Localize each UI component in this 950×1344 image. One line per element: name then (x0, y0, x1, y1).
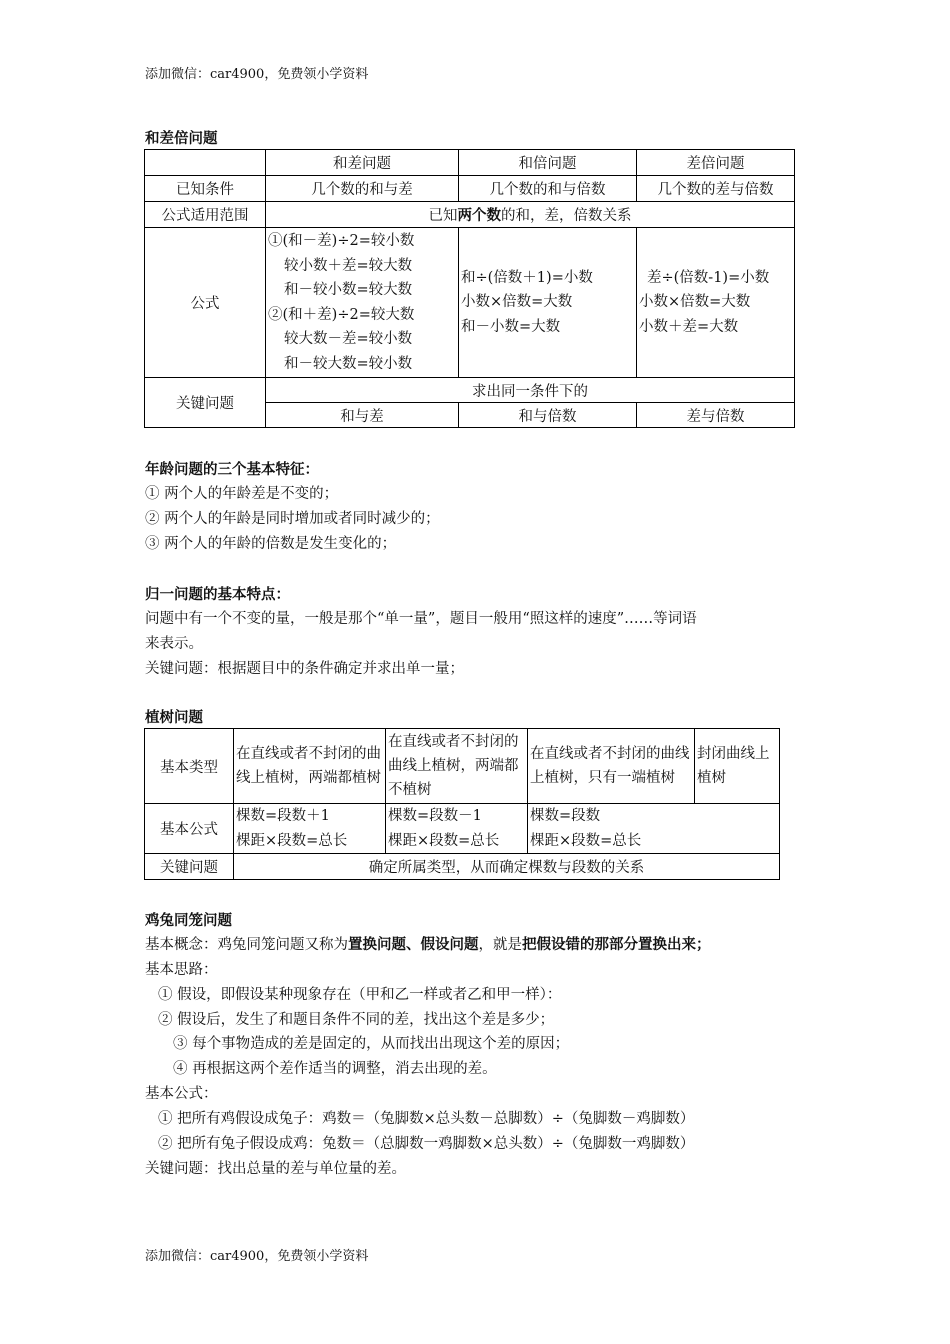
formula-item: ② 把所有兔子假设成鸡：兔数＝（总脚数一鸡脚数×总头数）÷（兔脚数一鸡脚数） (158, 1136, 695, 1152)
section-title-sum-diff: 和差倍问题 (145, 130, 218, 147)
formula-line: 较大数－差=较小数 (284, 331, 413, 347)
scope-pre: 已知 (428, 208, 458, 224)
concept-pre: 基本概念：鸡兔同笼问题又称为 (145, 937, 348, 953)
row-label: 已知条件 (145, 176, 266, 202)
formula-line: 棵距×段数=总长 (388, 832, 500, 849)
concept-end: ； (696, 936, 711, 953)
row-label: 公式 (145, 228, 266, 378)
key-cell: 确定所属类型，从而确定棵数与段数的关系 (234, 854, 780, 880)
section-title-age: 年龄问题的三个基本特征： (145, 461, 319, 478)
formula-cell (234, 804, 386, 854)
list-item: ① 两个人的年龄差是不变的； (145, 486, 339, 502)
empty-cell (145, 150, 266, 176)
formula-line: 和－小数=大数 (461, 318, 561, 335)
section-title-chicken-rabbit: 鸡兔同笼问题 (145, 912, 232, 929)
formula-line: 和÷(倍数＋1)=小数 (461, 269, 593, 286)
formula-line: 棵距×段数=总长 (236, 832, 348, 849)
formula-cell (386, 804, 528, 854)
page-footer: 添加微信：car4900，免费领小学资料 (145, 1249, 369, 1264)
sum-diff-table (144, 149, 795, 428)
formula-line: 和－较小数=较大数 (284, 282, 413, 298)
paragraph-line: 问题中有一个不变的量，一般是那个“单一量”，题目一般用“照这样的速度”……等词语 (145, 611, 697, 627)
key-line: 关键问题：找出总量的差与单位量的差。 (145, 1161, 406, 1177)
col-header: 差倍问题 (637, 150, 795, 176)
concept-mid: ，就是 (478, 937, 522, 953)
formula-cell-diff-multiple (637, 228, 795, 378)
idea-label: 基本思路： (145, 962, 218, 978)
idea-item: ② 假设后，发生了和题目条件不同的差，找出这个差是多少； (158, 1012, 555, 1028)
table-cell: 和与倍数 (459, 403, 637, 428)
table-cell: 几个数的和与差 (266, 176, 459, 202)
table-cell: 几个数的和与倍数 (459, 176, 637, 202)
idea-item: ④ 再根据这两个差作适当的调整，消去出现的差。 (173, 1061, 497, 1077)
col-header: 和倍问题 (459, 150, 637, 176)
key-span-cell: 求出同一条件下的 (266, 378, 795, 403)
row-label: 关键问题 (145, 378, 266, 428)
type-cell: 在直线或者不封闭的曲线上植树，两端都不植树 (386, 729, 528, 804)
formula-line: 小数＋差=大数 (639, 318, 739, 335)
col-header: 和差问题 (266, 150, 459, 176)
formula-label: 基本公式： (145, 1086, 218, 1102)
formula-line: 差÷(倍数-1)=小数 (647, 269, 770, 286)
formula-line: 小数×倍数=大数 (639, 294, 751, 311)
concept-line (145, 933, 711, 954)
formula-line: 棵数=段数＋1 (236, 808, 330, 824)
formula-item: ① 把所有鸡假设成兔子：鸡数＝（兔脚数×总头数－总脚数）÷（兔脚数－鸡脚数） (158, 1111, 695, 1127)
scope-bold: 两个数 (457, 207, 501, 224)
tree-planting-table (144, 728, 780, 880)
formula-line: ①(和－差)÷2=较小数 (268, 233, 415, 249)
concept-bold-2: 把假设错的那部分置换出来 (522, 936, 696, 953)
row-label: 关键问题 (145, 854, 234, 880)
formula-line: 棵数=段数－1 (388, 808, 482, 824)
type-cell: 在直线或者不封闭的曲线上植树，两端都植树 (234, 729, 386, 804)
formula-line: 小数×倍数=大数 (461, 294, 573, 311)
formula-cell-sum-multiple (459, 228, 637, 378)
section-title-tree: 植树问题 (145, 709, 203, 726)
formula-line: ②(和＋差)÷2=较大数 (268, 306, 415, 323)
row-label: 公式适用范围 (145, 202, 266, 228)
page-header: 添加微信：car4900，免费领小学资料 (145, 67, 369, 82)
idea-item: ① 假设，即假设某种现象存在（甲和乙一样或者乙和甲一样）： (158, 987, 562, 1003)
paragraph-line: 来表示。 (145, 636, 203, 652)
scope-post: 的和，差，倍数关系 (501, 208, 632, 224)
formula-cell-sum-diff (266, 228, 459, 378)
formula-line: 较小数＋差=较大数 (284, 257, 413, 274)
formula-line: 棵数=段数 (530, 808, 601, 824)
row-label: 基本类型 (145, 729, 234, 804)
formula-cell (528, 804, 780, 854)
row-label: 基本公式 (145, 804, 234, 854)
list-item: ③ 两个人的年龄的倍数是发生变化的； (145, 536, 397, 552)
type-cell: 在直线或者不封闭的曲线上植树，只有一端植树 (528, 729, 695, 804)
concept-bold-1: 置换问题、假设问题 (348, 936, 479, 953)
paragraph-line: 关键问题：根据题目中的条件确定并求出单一量； (145, 661, 464, 677)
section-title-unit: 归一问题的基本特点： (145, 586, 290, 603)
idea-item: ③ 每个事物造成的差是固定的，从而找出出现这个差的原因； (173, 1036, 570, 1052)
formula-line: 棵距×段数=总长 (530, 832, 642, 849)
scope-cell (266, 202, 795, 228)
table-cell: 差与倍数 (637, 403, 795, 428)
table-cell: 和与差 (266, 403, 459, 428)
table-cell: 几个数的差与倍数 (637, 176, 795, 202)
type-cell: 封闭曲线上植树 (695, 729, 780, 804)
formula-line: 和－较大数=较小数 (284, 355, 413, 372)
list-item: ② 两个人的年龄是同时增加或者同时减少的； (145, 511, 440, 527)
